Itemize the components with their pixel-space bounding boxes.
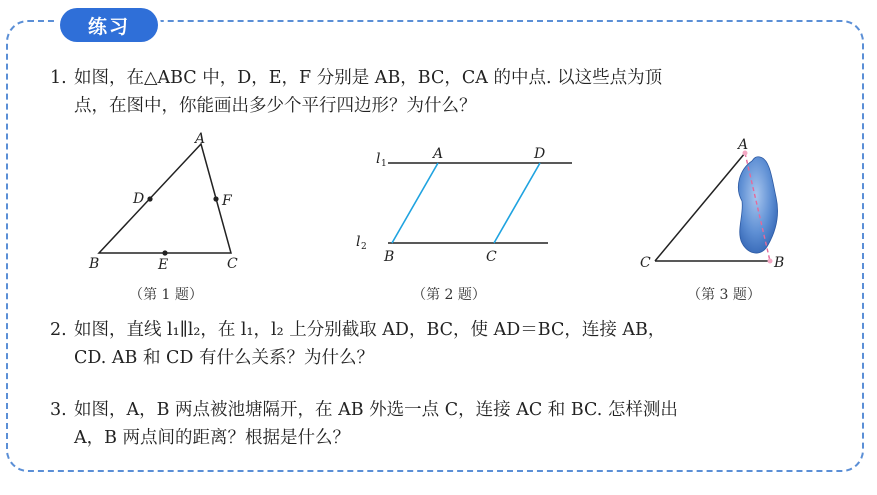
label-d: D bbox=[534, 146, 546, 162]
label-l2: l bbox=[356, 234, 361, 250]
label-l2-sub: 2 bbox=[361, 242, 367, 252]
question-number: 2. bbox=[50, 320, 67, 340]
question-3 bbox=[50, 396, 850, 452]
question-number: 1. bbox=[50, 68, 67, 88]
exercise-badge: 练习 bbox=[60, 8, 158, 42]
question-text: 如图，A，B 两点被池塘隔开，在 AB 外选一点 C，连接 AC 和 BC. 怎样测出 bbox=[74, 400, 678, 420]
figure-2 bbox=[350, 140, 580, 270]
figure-1 bbox=[85, 130, 245, 275]
segment-dc bbox=[494, 163, 540, 243]
question-1 bbox=[50, 64, 850, 120]
label-a: A bbox=[433, 146, 444, 162]
label-f: F bbox=[222, 193, 232, 209]
label-c: C bbox=[486, 249, 497, 265]
question-number: 3. bbox=[50, 400, 67, 420]
question-text-cont: CD. AB 和 CD 有什么关系？为什么？ bbox=[74, 348, 375, 368]
question-text-cont: 点，在图中，你能画出多少个平行四边形？为什么？ bbox=[74, 96, 477, 116]
label-l1: l bbox=[376, 151, 381, 167]
label-c: C bbox=[227, 256, 238, 272]
figure-3-caption: （第 3 题） bbox=[687, 287, 761, 303]
figure-3 bbox=[630, 135, 800, 275]
figure-1-caption: （第 1 题） bbox=[129, 287, 203, 303]
point-f bbox=[213, 196, 218, 201]
figure-2-caption: （第 2 题） bbox=[412, 287, 486, 303]
question-text-cont: A，B 两点间的距离？根据是什么？ bbox=[74, 428, 351, 448]
label-b: B bbox=[774, 255, 785, 271]
label-e: E bbox=[158, 257, 169, 273]
label-a: A bbox=[195, 131, 206, 147]
pond-shape bbox=[738, 157, 777, 253]
question-2 bbox=[50, 316, 850, 372]
point-b-marker bbox=[768, 259, 773, 264]
point-d bbox=[147, 196, 152, 201]
label-b: B bbox=[89, 256, 100, 272]
label-a: A bbox=[738, 137, 749, 153]
side-ac bbox=[655, 153, 745, 261]
triangle-abc bbox=[99, 144, 231, 253]
point-e bbox=[162, 250, 167, 255]
segment-ab bbox=[392, 163, 438, 243]
label-b: B bbox=[384, 249, 395, 265]
question-text: 如图，直线 l₁∥l₂，在 l₁，l₂ 上分别截取 AD，BC，使 AD＝BC，连接 AB， bbox=[74, 320, 666, 340]
question-text: 如图，在△ABC 中，D，E，F 分别是 AB，BC，CA 的中点. 以这些点为顶 bbox=[74, 68, 663, 88]
label-d: D bbox=[133, 191, 145, 207]
label-c: C bbox=[640, 255, 651, 271]
label-l1-sub: 1 bbox=[381, 159, 387, 169]
